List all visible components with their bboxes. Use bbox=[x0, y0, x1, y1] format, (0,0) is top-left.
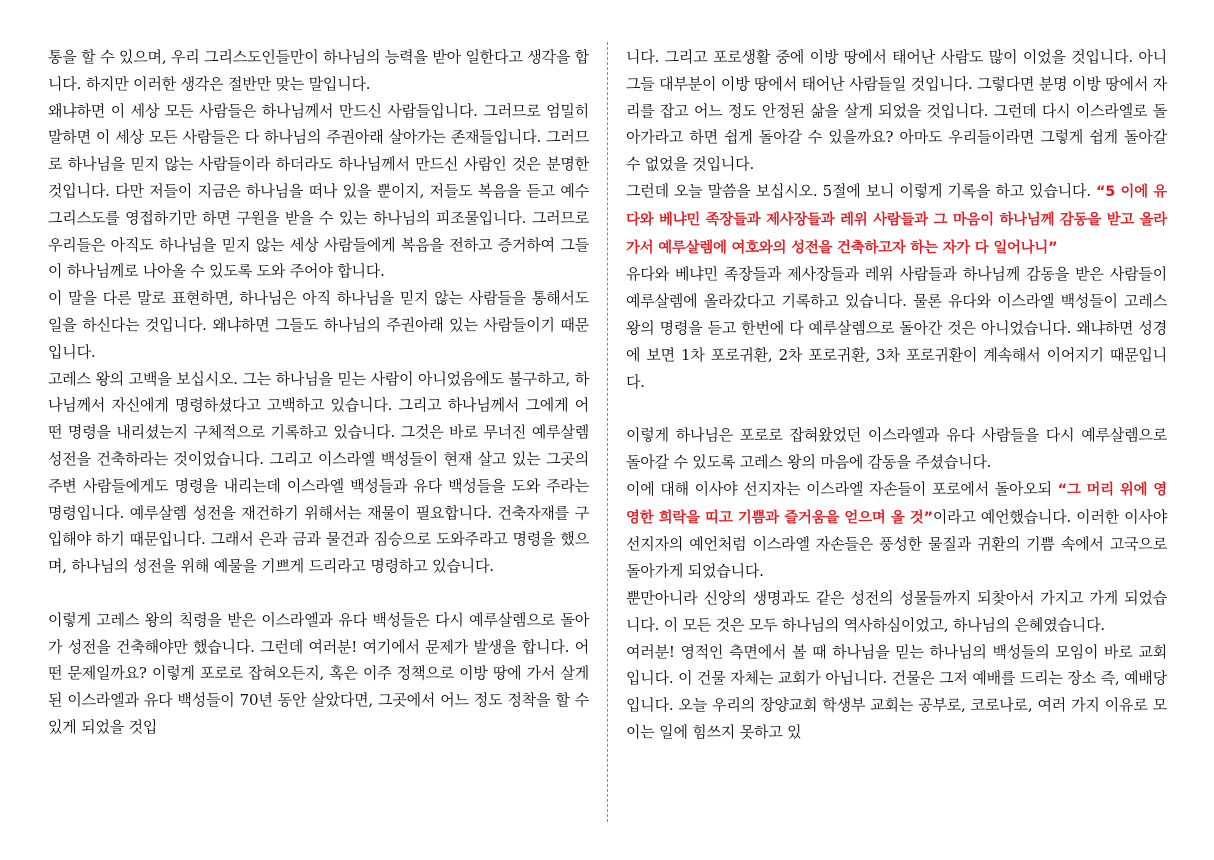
paragraph-spacer bbox=[48, 580, 589, 607]
left-column bbox=[48, 44, 589, 741]
left-paragraph-4: 고레스 왕의 고백을 보십시오. 그는 하나님을 믿는 사람이 아니었음에도 불구하고, 하나님께서 자신에게 명령하셨다고 고백하고 있습니다. 그리고 하나님께서 그에게 어떤 명령을 내리셨는지 구체적으로 기록하고 있습니다. 그것은 바로 무너진 예루살렘 성전을 건축하라는 것이었습니다. 그리고 이스라엘 백성들이 현재 살고 있는 그곳의 주변 사람들에게도 명령을 내리는데 이스라엘 백성들과 유다 백성들을 도와 주라는 명령입니다. 예루살렘 성전을 재건하기 위해서는 재물이 필요합니다. 건축자재를 구입해야 하기 때문입니다. 그래서 은과 금과 물건과 짐승으로 도와주라고 명령을 했으며, 하나님의 성전을 위해 예물을 기쁘게 드리라고 명령하고 있습니다. bbox=[48, 369, 589, 576]
isaiah-quote: “그 머리 위에 영영한 희락을 띠고 기쁨과 즐거움을 얻으며 올 것” bbox=[626, 481, 1167, 526]
right-paragraph-6: 뿐만아니라 신앙의 생명과도 같은 성전의 성물들까지 되찾아서 가지고 가게 되었습니다. 이 모든 것은 모두 하나님의 역사하심이었고, 하나님의 은혜였습니다. bbox=[626, 588, 1167, 634]
right-column bbox=[626, 44, 1167, 746]
column-divider bbox=[607, 42, 608, 822]
left-paragraph-3: 이 말을 다른 말로 표현하면, 하나님은 아직 하나님을 믿지 않는 사람들을 통해서도 일을 하신다는 것입니다. 왜냐하면 그들도 하나님의 주권아래 있는 사람들이기 때문입니다. bbox=[48, 289, 589, 361]
right-paragraph-7: 여러분! 영적인 측면에서 볼 때 하나님을 믿는 하나님의 백성들의 모임이 바로 교회입니다. 이 건물 자체는 교회가 아닙니다. 건물은 그저 예배를 드리는 장소 즉, 예배당입니다. 오늘 우리의 장양교회 학생부 교회는 공부로, 코로나로, 여러 가지 이유로 모이는 일에 힘쓰지 못하고 있 bbox=[626, 642, 1167, 741]
left-paragraph-1: 통을 할 수 있으며, 우리 그리스도인들만이 하나님의 능력을 받아 일한다고 생각을 합니다. 하지만 이러한 생각은 절반만 맞는 말입니다. bbox=[48, 48, 589, 93]
left-paragraph-2: 왜냐하면 이 세상 모든 사람들은 하나님께서 만드신 사람들입니다. 그러므로 엄밀히 말하면 이 세상 모든 사람들은 다 하나님의 주권아래 살아가는 존재들입니다. 그러므로 하나님을 믿지 않는 사람들이라 하더라도 하나님께서 만드신 사람인 것은 분명한 것입니다. 다만 저들이 지금은 하나님을 떠나 있을 뿐이지, 저들도 복음을 듣고 예수 그리스도를 영접하기만 하면 구원을 받을 수 있는 하나님의 피조물입니다. 그러므로 우리들은 아직도 하나님을 믿지 않는 세상 사람들에게 복음을 전하고 증거하여 그들이 하나님께로 나아올 수 있도록 도와 주어야 합니다. bbox=[48, 101, 589, 281]
left-paragraph-5: 이렇게 고레스 왕의 칙령을 받은 이스라엘과 유다 백성들은 다시 예루살렘으로 돌아가 성전을 건축해야만 했습니다. 그런데 여러분! 여기에서 문제가 발생을 합니다. 어떤 문제일까요? 이렇게 포로로 잡혀오든지, 혹은 이주 정책으로 이방 땅에 가서 살게된 이스라엘과 유다 백성들이 70년 동안 살았다면, 그곳에서 어느 정도 정착을 할 수 있게 되었을 것입 bbox=[48, 610, 589, 736]
scripture-verse-5: “5 이에 유다와 베냐민 족장들과 제사장들과 레위 사람들과 그 마음이 하나님께 감동을 받고 올라가서 예루살렘에 여호와의 성전을 건축하고자 하는 자가 다 일어나니” bbox=[626, 183, 1167, 256]
right-paragraph-5 bbox=[626, 476, 1167, 585]
isaiah-tail: 이라고 예언했습니다. 이러한 이사야 선지자의 예언처럼 이스라엘 자손들은 풍성한 물질과 귀환의 기쁨 속에서 고국으로 돌아가게 되었습니다. bbox=[626, 507, 1168, 581]
right-paragraph-2 bbox=[626, 178, 1167, 261]
right-paragraph-3: 유다와 베냐민 족장들과 제사장들과 레위 사람들과 하나님께 감동을 받은 사람들이 예루살렘에 올라갔다고 기록하고 있습니다. 물론 유다와 이스라엘 백성들이 고레스 왕의 명령을 듣고 한번에 다 예루살렘으로 돌아간 것은 아니었습니다. 왜냐하면 성경에 보면 1차 포로귀환, 2차 포로귀환, 3차 포로귀환이 계속해서 이어지기 때문입니다. bbox=[626, 265, 1167, 391]
right-paragraph-4: 이렇게 하나님은 포로로 잡혀왔었던 이스라엘과 유다 사람들을 다시 예루살렘으로 돌아갈 수 있도록 고레스 왕의 마음에 감동을 주셨습니다. bbox=[626, 426, 1167, 471]
verse-intro: 그런데 오늘 말씀을 보십시오. 5절에 보니 이렇게 기록을 하고 있습니다. bbox=[626, 181, 1097, 200]
paragraph-spacer bbox=[626, 395, 1167, 422]
right-paragraph-1: 니다. 그리고 포로생활 중에 이방 땅에서 태어난 사람도 많이 이었을 것입니다. 아니 그들 대부분이 이방 땅에서 태어난 사람들일 것입니다. 그렇다면 분명 이방 땅에서 자리를 잡고 어느 정도 안정된 삶을 살게 되었을 것입니다. 그런데 다시 이스라엘로 돌아가라고 하면 쉽게 돌아갈 수 있을까요? 아마도 우리들이라면 그렇게 쉽게 돌아갈 수 없었을 것입니다. bbox=[626, 48, 1167, 174]
isaiah-intro: 이에 대해 이사야 선지자는 이스라엘 자손들이 포로에서 돌아오되 bbox=[626, 479, 1058, 498]
